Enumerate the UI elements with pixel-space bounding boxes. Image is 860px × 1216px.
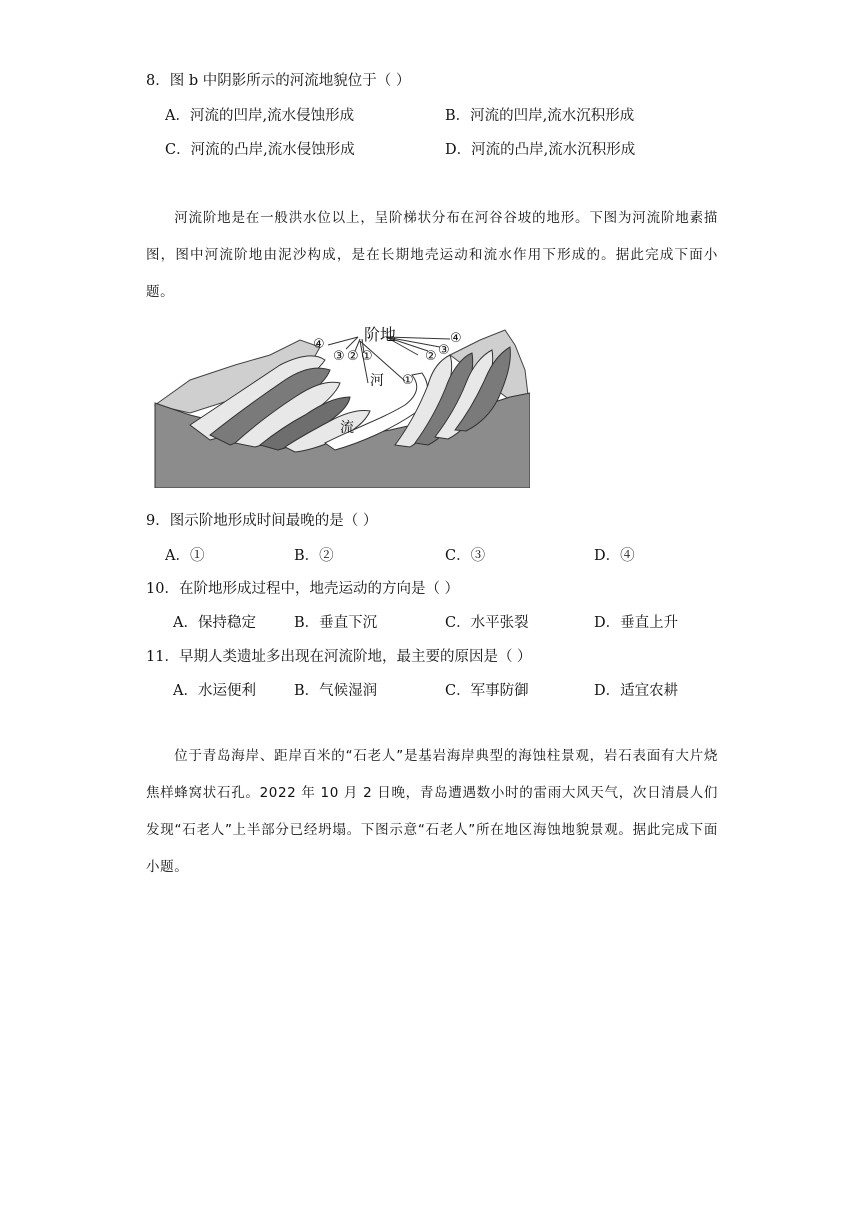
question-8-stem: 8．图 b 中阴影所示的河流地貌位于（ ） [146,73,411,89]
q8-option-d[interactable]: D．河流的凸岸,流水沉积形成 [445,142,636,158]
marker-3-right: ③ [438,343,450,358]
label-river-2: 流 [340,420,354,436]
q9-option-a[interactable]: A．① [165,548,205,564]
label-river-1: 河 [370,373,384,389]
marker-4-right: ④ [450,331,462,346]
q10-option-d[interactable]: D．垂直上升 [594,615,679,631]
marker-1-left: ① [361,349,373,364]
q9-option-b[interactable]: B．② [294,548,334,564]
question-10-stem: 10．在阶地形成过程中，地壳运动的方向是（ ） [146,581,460,597]
q10-option-a[interactable]: A．保持稳定 [173,615,256,631]
marker-3-left: ③ [333,349,345,364]
marker-2-right: ② [425,349,437,364]
question-11-stem: 11．早期人类遗址多出现在河流阶地，最主要的原因是（ ） [146,649,532,665]
q11-option-b[interactable]: B．气候湿润 [294,683,378,699]
q8-option-b[interactable]: B．河流的凹岸,流水沉积形成 [445,108,635,124]
q11-option-a[interactable]: A．水运便利 [173,683,256,699]
marker-2-left: ② [347,349,359,364]
q9-option-d[interactable]: D．④ [594,548,635,564]
river-terrace-figure [150,325,530,488]
q10-option-b[interactable]: B．垂直下沉 [294,615,378,631]
marker-4-left: ④ [313,337,325,352]
question-9-stem: 9．图示阶地形成时间最晚的是（ ） [146,513,378,529]
q9-option-c[interactable]: C．③ [445,548,486,564]
marker-1-right: ① [402,373,414,388]
q8-option-a[interactable]: A．河流的凹岸,流水侵蚀形成 [165,108,355,124]
q11-option-d[interactable]: D．适宜农耕 [594,683,679,699]
q10-option-c[interactable]: C．水平张裂 [445,615,529,631]
label-terrace: 阶地 [364,325,397,344]
passage-river-terrace: 河流阶地是在一般洪水位以上，呈阶梯状分布在河谷谷坡的地形。下图为河流阶地素描图，图中河流阶地由泥沙构成，是在长期地壳运动和流水作用下形成的。据此完成下面小题。 [146,210,718,300]
q11-option-c[interactable]: C．军事防御 [445,683,529,699]
q8-option-c[interactable]: C．河流的凸岸,流水侵蚀形成 [165,142,355,158]
passage-stone-old-man: 位于青岛海岸、距岸百米的“石老人”是基岩海岸典型的海蚀柱景观，岩石表面有大片烧焦样蜂窝状石孔。2022 年 10 月 2 日晚，青岛遭遇数小时的雷雨大风天气，次日清晨人们发现“石老人”上半部分已经坍塌。下图示意“石老人”所在地区海蚀地貌景观。据此完成下面小题。 [146,748,718,875]
